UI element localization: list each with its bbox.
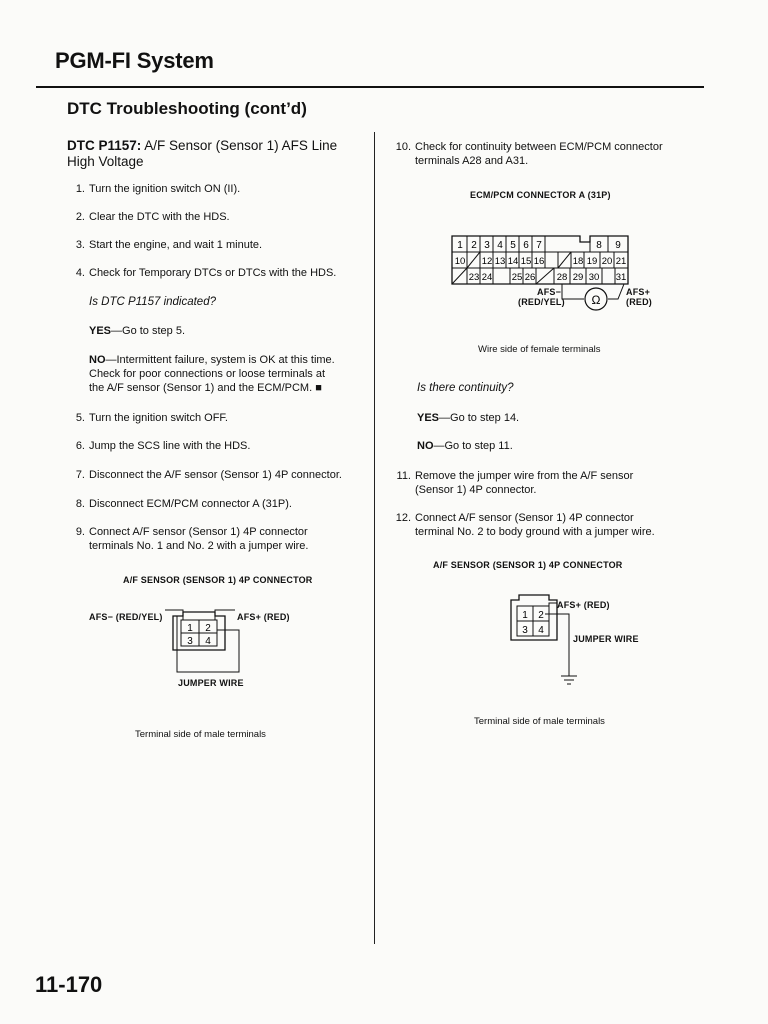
ecm-pin-24: 24 — [481, 272, 493, 283]
ecm-pin-12: 12 — [481, 256, 493, 267]
dtc-desc-line2: High Voltage — [67, 154, 144, 169]
ecm-pin-7: 7 — [536, 240, 542, 251]
ground-icon — [561, 676, 577, 684]
step-9: 9. Connect A/F sensor (Sensor 1) 4P connector terminals No. 1 and No. 2 with a jumper wire. — [75, 526, 309, 552]
ecm-pin-3: 3 — [484, 240, 490, 251]
ecm-pin-20: 20 — [601, 256, 613, 267]
ecm-pin-18: 18 — [572, 256, 584, 267]
fig-left-jumper: JUMPER WIRE — [178, 678, 244, 688]
fig-ecm-connector — [450, 234, 660, 320]
section-title: DTC Troubleshooting (cont’d) — [67, 99, 307, 118]
fig-left-title: A/F SENSOR (SENSOR 1) 4P CONNECTOR — [123, 575, 313, 585]
ecm-pin-1: 1 — [457, 240, 463, 251]
fig-left-pin-3: 3 — [187, 636, 193, 647]
fig-left-afs-minus: AFS− (RED/YEL) — [89, 612, 163, 622]
ecm-pin-5: 5 — [510, 240, 516, 251]
ecm-pin-14: 14 — [507, 256, 519, 267]
fig-right-title: A/F SENSOR (SENSOR 1) 4P CONNECTOR — [433, 560, 623, 570]
step-12: 12. Connect A/F sensor (Sensor 1) 4P connector terminal No. 2 to body ground with a jumper wire. — [395, 512, 655, 538]
ecm-pin-25: 25 — [511, 272, 523, 283]
fig-right-afs-plus: AFS+ (RED) — [557, 600, 610, 610]
ecm-pin-9: 9 — [615, 240, 621, 251]
ecm-afs-minus-color: (RED/YEL) — [518, 297, 565, 307]
fig-left-connector — [165, 608, 245, 680]
end-mark: ■ — [315, 382, 322, 394]
ecm-pin-4: 4 — [497, 240, 503, 251]
ecm-pin-13: 13 — [494, 256, 506, 267]
fig-left-pin-1: 1 — [187, 623, 193, 634]
fig-left-pin-4: 4 — [205, 636, 211, 647]
question-1: Is DTC P1157 indicated? — [89, 296, 216, 308]
fig-ecm-caption: Wire side of female terminals — [478, 344, 601, 355]
ecm-pin-8: 8 — [596, 240, 602, 251]
fig-right-jumper: JUMPER WIRE — [573, 634, 639, 644]
fig-right-pin-4: 4 — [538, 625, 544, 636]
fig-right-pin-3: 3 — [522, 625, 528, 636]
dtc-heading — [67, 138, 367, 170]
step-10: 10. Check for continuity between ECM/PCM connector terminals A28 and A31. — [395, 141, 663, 167]
fig-left-pin-2: 2 — [205, 623, 211, 634]
question-2: Is there continuity? — [417, 382, 514, 394]
fig-ecm-title: ECM/PCM CONNECTOR A (31P) — [470, 190, 611, 200]
no-2: NO—Go to step 11. — [417, 440, 513, 452]
ecm-pin-28: 28 — [556, 272, 568, 283]
ecm-afs-plus-color: (RED) — [626, 297, 652, 307]
fig-right-pin-2: 2 — [538, 610, 544, 621]
page-number: 11-170 — [35, 972, 103, 997]
ecm-afs-plus: AFS+ — [626, 287, 651, 297]
ecm-pin-6: 6 — [523, 240, 529, 251]
step-11: 11. Remove the jumper wire from the A/F sensor (Sensor 1) 4P connector. — [396, 470, 634, 496]
ecm-pin-29: 29 — [572, 272, 584, 283]
ecm-afs-minus: AFS− — [537, 287, 562, 297]
dtc-code: DTC P1157: — [67, 138, 142, 153]
fig-right-caption: Terminal side of male terminals — [474, 716, 605, 727]
fig-left-afs-plus: AFS+ (RED) — [237, 612, 290, 622]
dtc-desc-line1: A/F Sensor (Sensor 1) AFS Line — [141, 138, 338, 153]
fig-left-caption: Terminal side of male terminals — [135, 729, 266, 740]
ecm-pin-16: 16 — [533, 256, 545, 267]
ecm-pin-26: 26 — [524, 272, 536, 283]
ecm-pin-15: 15 — [520, 256, 532, 267]
ecm-pin-31: 31 — [615, 272, 627, 283]
ecm-pin-19: 19 — [586, 256, 598, 267]
ecm-pin-2: 2 — [471, 240, 477, 251]
yes-2: YES—Go to step 14. — [417, 412, 520, 424]
title-rule — [36, 86, 704, 88]
ecm-pin-10: 10 — [454, 256, 466, 267]
page-title: PGM-FI System — [55, 48, 214, 73]
column-divider — [374, 132, 375, 944]
ecm-pin-21: 21 — [615, 256, 627, 267]
no-1: NO—Intermittent failure, system is OK at this time. Check for poor connections or loose terminals at the A/F sensor (Sensor 1) and the ECM/PCM. ■ — [89, 354, 335, 394]
fig-right-pin-1: 1 — [522, 610, 528, 621]
ecm-pin-23: 23 — [468, 272, 480, 283]
yes-1: YES—Go to step 5. — [89, 325, 185, 337]
ecm-pin-30: 30 — [588, 272, 600, 283]
ohm-symbol: Ω — [591, 293, 601, 307]
